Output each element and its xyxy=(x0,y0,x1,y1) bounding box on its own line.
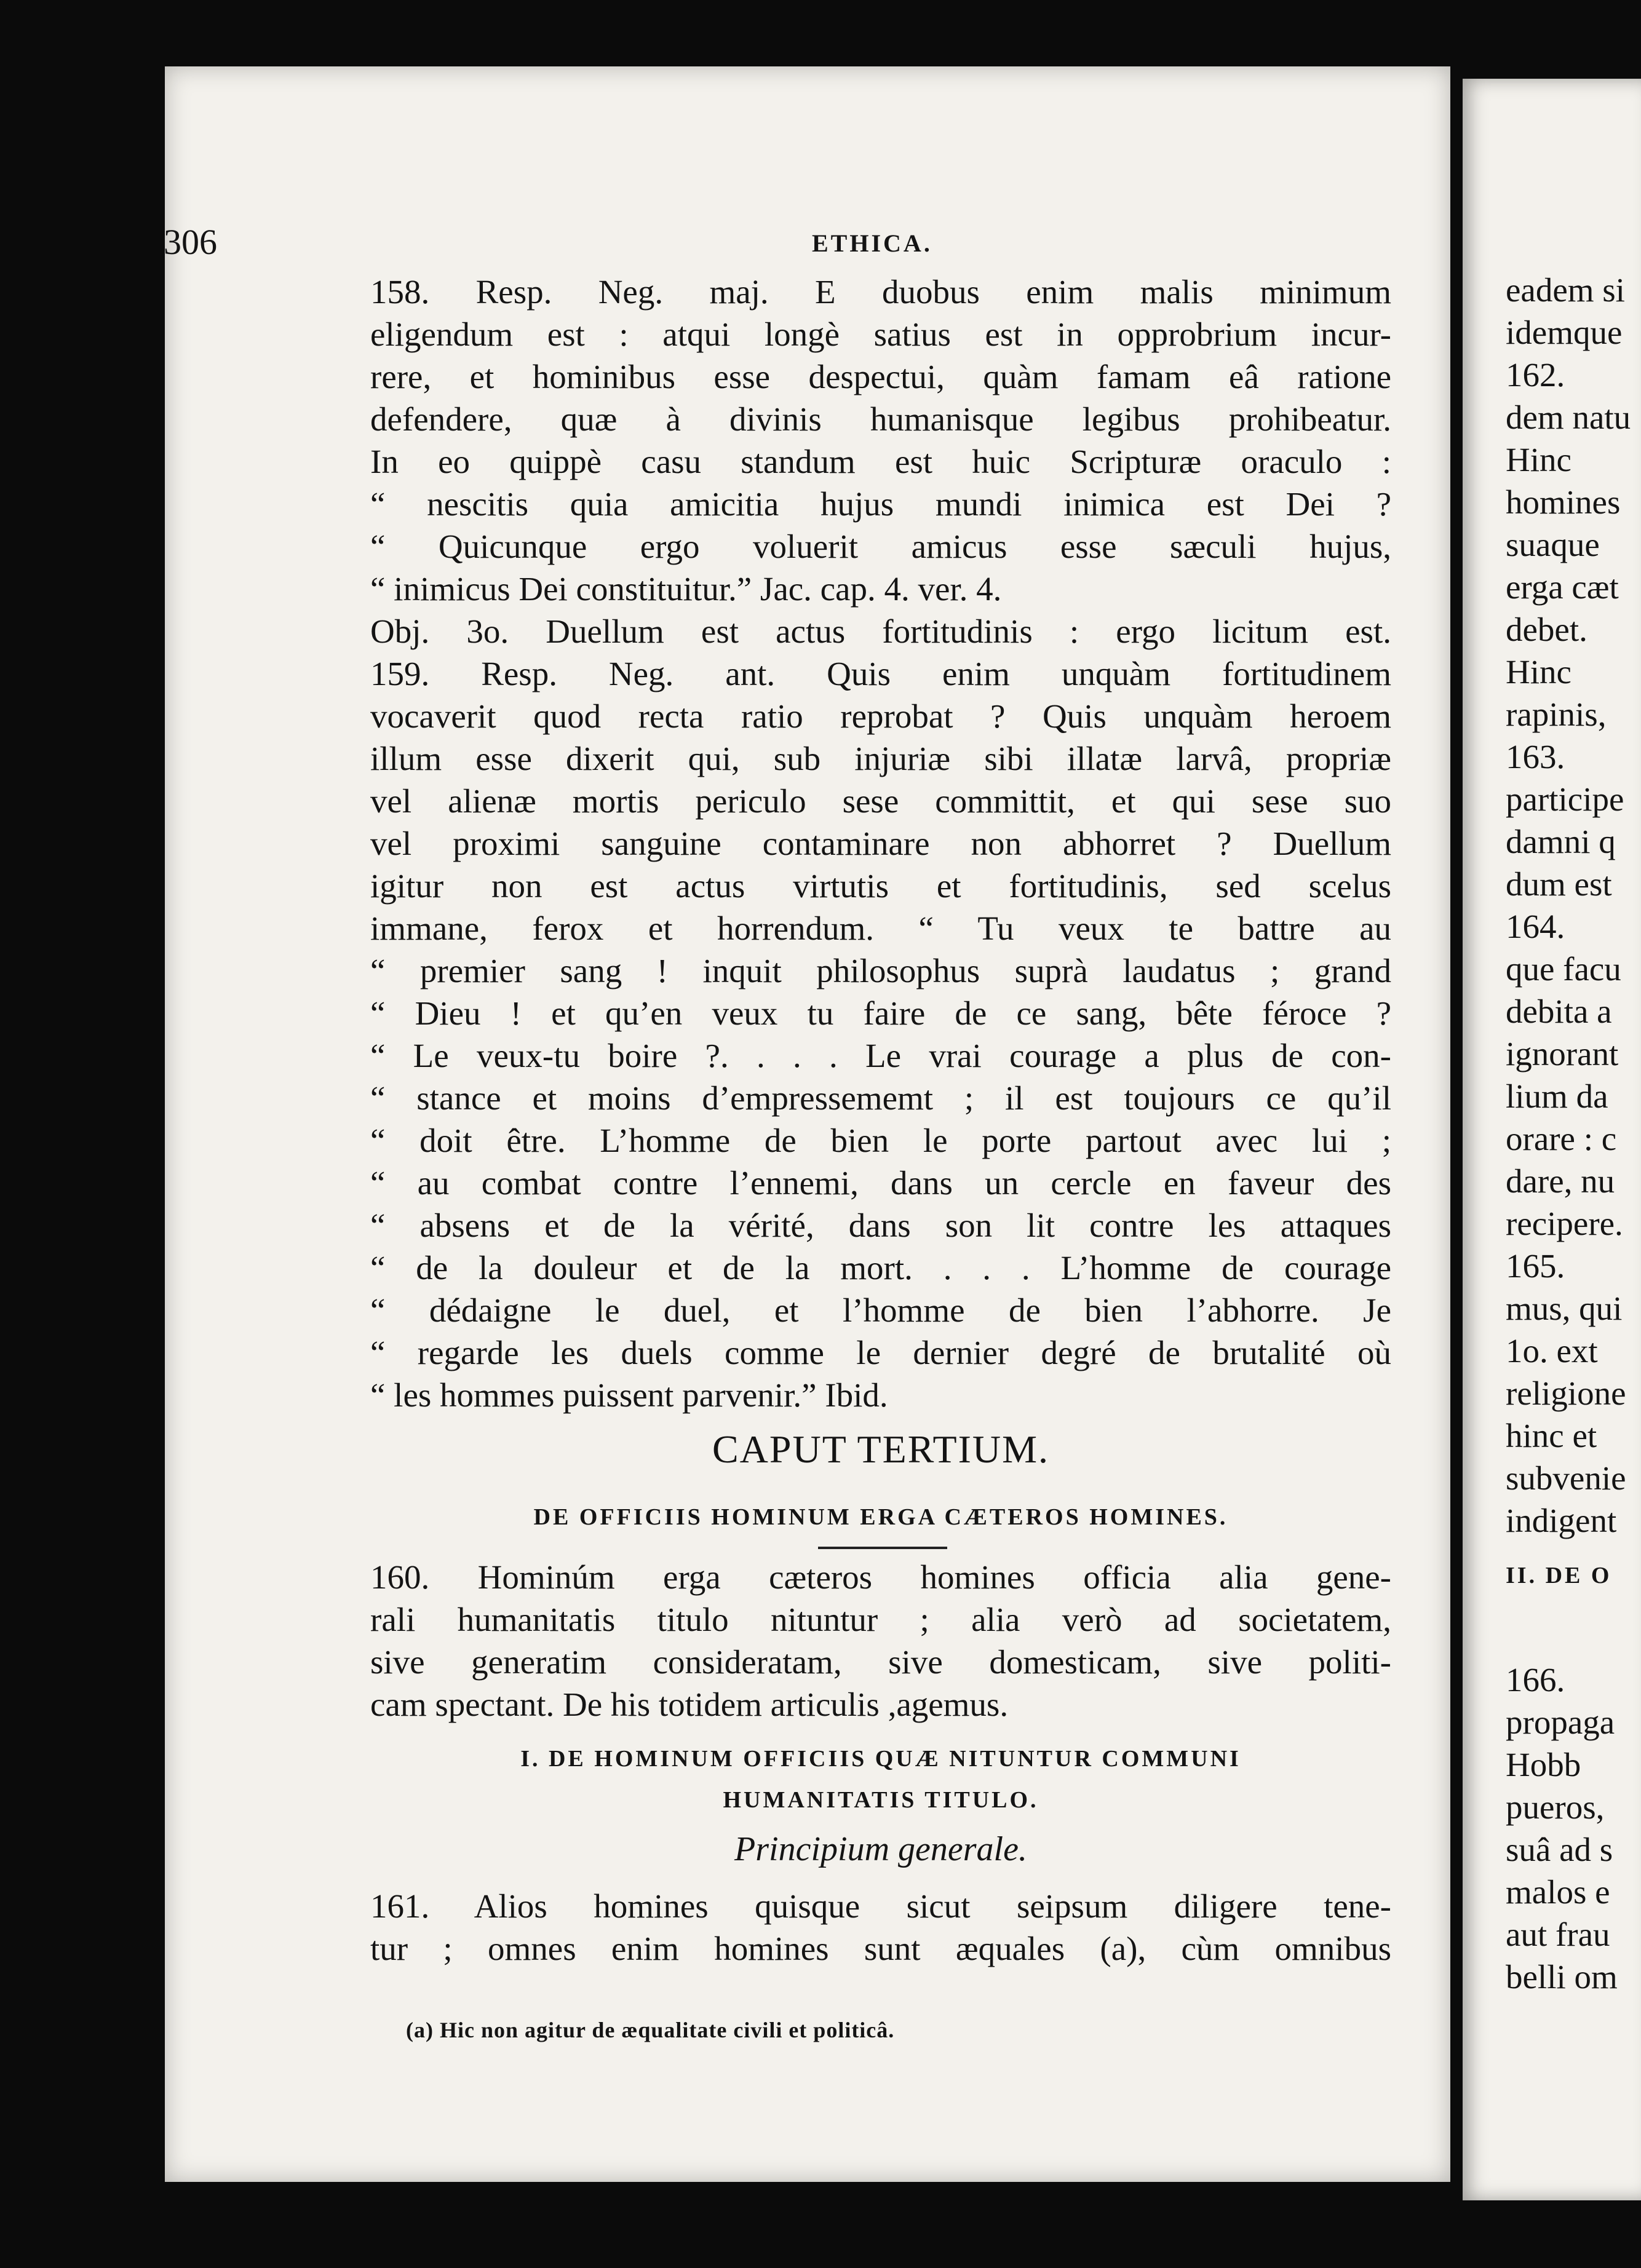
right-line: rapinis, xyxy=(1506,696,1607,733)
text-line: “ doit être. L’homme de bien le porte partout avec lui ; xyxy=(370,1122,1391,1159)
text-line: “ au combat contre l’ennemi, dans un cercle en faveur des xyxy=(370,1164,1391,1202)
right-line: que facu xyxy=(1506,950,1621,988)
right-line: damni q xyxy=(1506,823,1616,860)
right-line: pueros, xyxy=(1506,1788,1605,1826)
text-line: “ Dieu ! et qu’en veux tu faire de ce sang, bête féroce ? xyxy=(370,994,1391,1032)
right-line: erga cæt xyxy=(1506,568,1619,606)
right-line: orare : c xyxy=(1506,1120,1617,1157)
right-line: 163. xyxy=(1506,738,1565,775)
paragraph-158 xyxy=(370,271,1391,610)
right-line: propaga xyxy=(1506,1703,1615,1741)
book-gutter xyxy=(1450,61,1464,2202)
right-line: Hobb xyxy=(1506,1746,1581,1783)
text-line: tur ; omnes enim homines sunt æquales (a), cùm omnibus xyxy=(370,1930,1391,1967)
right-line: homines xyxy=(1506,483,1621,521)
text-line: igitur non est actus virtutis et fortitudinis, sed scelus xyxy=(370,867,1391,905)
right-line: 166. xyxy=(1506,1661,1565,1699)
right-line: debita a xyxy=(1506,993,1612,1030)
right-line: Hinc xyxy=(1506,441,1571,478)
text-line: “ absens et de la vérité, dans son lit contre les attaques xyxy=(370,1207,1391,1244)
text-line: “ regarde les duels comme le dernier degré de brutalité où xyxy=(370,1334,1391,1371)
text-line: rere, et hominibus esse despectui, quàm famam eâ ratione xyxy=(370,358,1391,395)
text-line: “ dédaigne le duel, et l’homme de bien l’abhorre. Je xyxy=(370,1291,1391,1329)
text-line: “ inimicus Dei constituitur.” Jac. cap. 4. ver. 4. xyxy=(370,570,1002,608)
text-line: 161. Alios homines quisque sicut seipsum diligere tene- xyxy=(370,1887,1391,1925)
right-line: suâ ad s xyxy=(1506,1831,1613,1868)
section-heading-line-2: HUMANITATIS TITULO. xyxy=(723,1787,1039,1813)
right-line: recipere. xyxy=(1506,1205,1623,1242)
right-line: 1o. ext xyxy=(1506,1332,1598,1370)
page-number: 306 xyxy=(164,222,217,262)
right-line: aut frau xyxy=(1506,1916,1610,1953)
text-line: illum esse dixerit qui, sub injuriæ sibi illatæ larvâ, propriæ xyxy=(370,740,1391,777)
right-line: II. DE O xyxy=(1506,1563,1612,1588)
right-line: idemque xyxy=(1506,314,1623,351)
text-line: “ stance et moins d’empressememt ; il est toujours ce qu’il xyxy=(370,1079,1391,1117)
text-line: rali humanitatis titulo nituntur ; alia verò ad societatem, xyxy=(370,1601,1391,1638)
section-heading-line-1: I. DE HOMINUM OFFICIIS QUÆ NITUNTUR COMMUNI xyxy=(520,1746,1241,1772)
text-line: immane, ferox et horrendum. “ Tu veux te battre au xyxy=(370,910,1391,947)
text-line: “ Le veux-tu boire ?. . . . Le vrai courage a plus de con- xyxy=(370,1037,1391,1074)
right-line: 165. xyxy=(1506,1247,1565,1285)
right-line: participe xyxy=(1506,780,1624,818)
right-line: eadem si xyxy=(1506,271,1625,309)
right-line: debet. xyxy=(1506,611,1587,648)
right-line: dare, nu xyxy=(1506,1162,1615,1200)
right-line: religione xyxy=(1506,1374,1626,1412)
objection-3 xyxy=(370,610,1391,652)
divider-rule xyxy=(818,1547,947,1549)
paragraph-159 xyxy=(370,652,1391,1416)
text-line: 158. Resp. Neg. maj. E duobus enim malis minimum xyxy=(370,273,1391,311)
text-line: “ nescitis quia amicitia hujus mundi inimica est Dei ? xyxy=(370,485,1391,523)
right-line: ignorant xyxy=(1506,1035,1619,1073)
text-line: Obj. 3o. Duellum est actus fortitudinis : ergo licitum est. xyxy=(370,613,1391,650)
paragraph-160 xyxy=(370,1556,1391,1726)
right-line: subvenie xyxy=(1506,1459,1626,1497)
paragraph-161 xyxy=(370,1885,1391,1970)
text-line: vel proximi sanguine contaminare non abhorret ? Duellum xyxy=(370,825,1391,862)
right-line: Hinc xyxy=(1506,653,1571,691)
right-line: belli om xyxy=(1506,1958,1618,1996)
text-line: vel alienæ mortis periculo sese committit, et qui sese suo xyxy=(370,782,1391,820)
text-line: cam spectant. De his totidem articulis ,agemus. xyxy=(370,1686,1009,1723)
right-line: dum est xyxy=(1506,865,1612,903)
text-line: “ premier sang ! inquit philosophus suprà laudatus ; grand xyxy=(370,952,1391,989)
right-line: malos e xyxy=(1506,1873,1610,1911)
text-line: In eo quippè casu standum est huic Scripturæ oraculo : xyxy=(370,443,1391,480)
footnote: (a) Hic non agitur de æqualitate civili et politicâ. xyxy=(406,2018,895,2042)
chapter-title: CAPUT TERTIUM. xyxy=(712,1427,1050,1471)
right-line: suaque xyxy=(1506,526,1600,563)
principium-heading: Principium generale. xyxy=(734,1830,1027,1868)
text-line: 159. Resp. Neg. ant. Quis enim unquàm fortitudinem xyxy=(370,655,1391,692)
right-line: dem natu xyxy=(1506,398,1631,436)
text-line: “ les hommes puissent parvenir.” Ibid. xyxy=(370,1376,888,1414)
right-line: hinc et xyxy=(1506,1417,1597,1454)
right-line: indigent xyxy=(1506,1502,1617,1539)
text-line: eligendum est : atqui longè satius est in opprobrium incur- xyxy=(370,315,1391,353)
right-line: 162. xyxy=(1506,356,1565,394)
text-line: “ de la douleur et de la mort. . . . L’homme de courage xyxy=(370,1249,1391,1287)
right-line: lium da xyxy=(1506,1077,1608,1115)
right-line: mus, qui xyxy=(1506,1290,1623,1327)
text-line: vocaverit quod recta ratio reprobat ? Quis unquàm heroem xyxy=(370,697,1391,735)
text-line: defendere, quæ à divinis humanisque legibus prohibeatur. xyxy=(370,400,1391,438)
running-head: ETHICA. xyxy=(812,229,932,257)
chapter-subtitle: DE OFFICIIS HOMINUM ERGA CÆTEROS HOMINES. xyxy=(533,1504,1228,1530)
text-line: 160. Hominúm erga cæteros homines officia alia gene- xyxy=(370,1558,1391,1596)
right-line: 164. xyxy=(1506,908,1565,945)
text-line: sive generatim consideratam, sive domesticam, sive politi- xyxy=(370,1643,1391,1681)
text-line: “ Quicunque ergo voluerit amicus esse sæculi hujus, xyxy=(370,528,1391,565)
